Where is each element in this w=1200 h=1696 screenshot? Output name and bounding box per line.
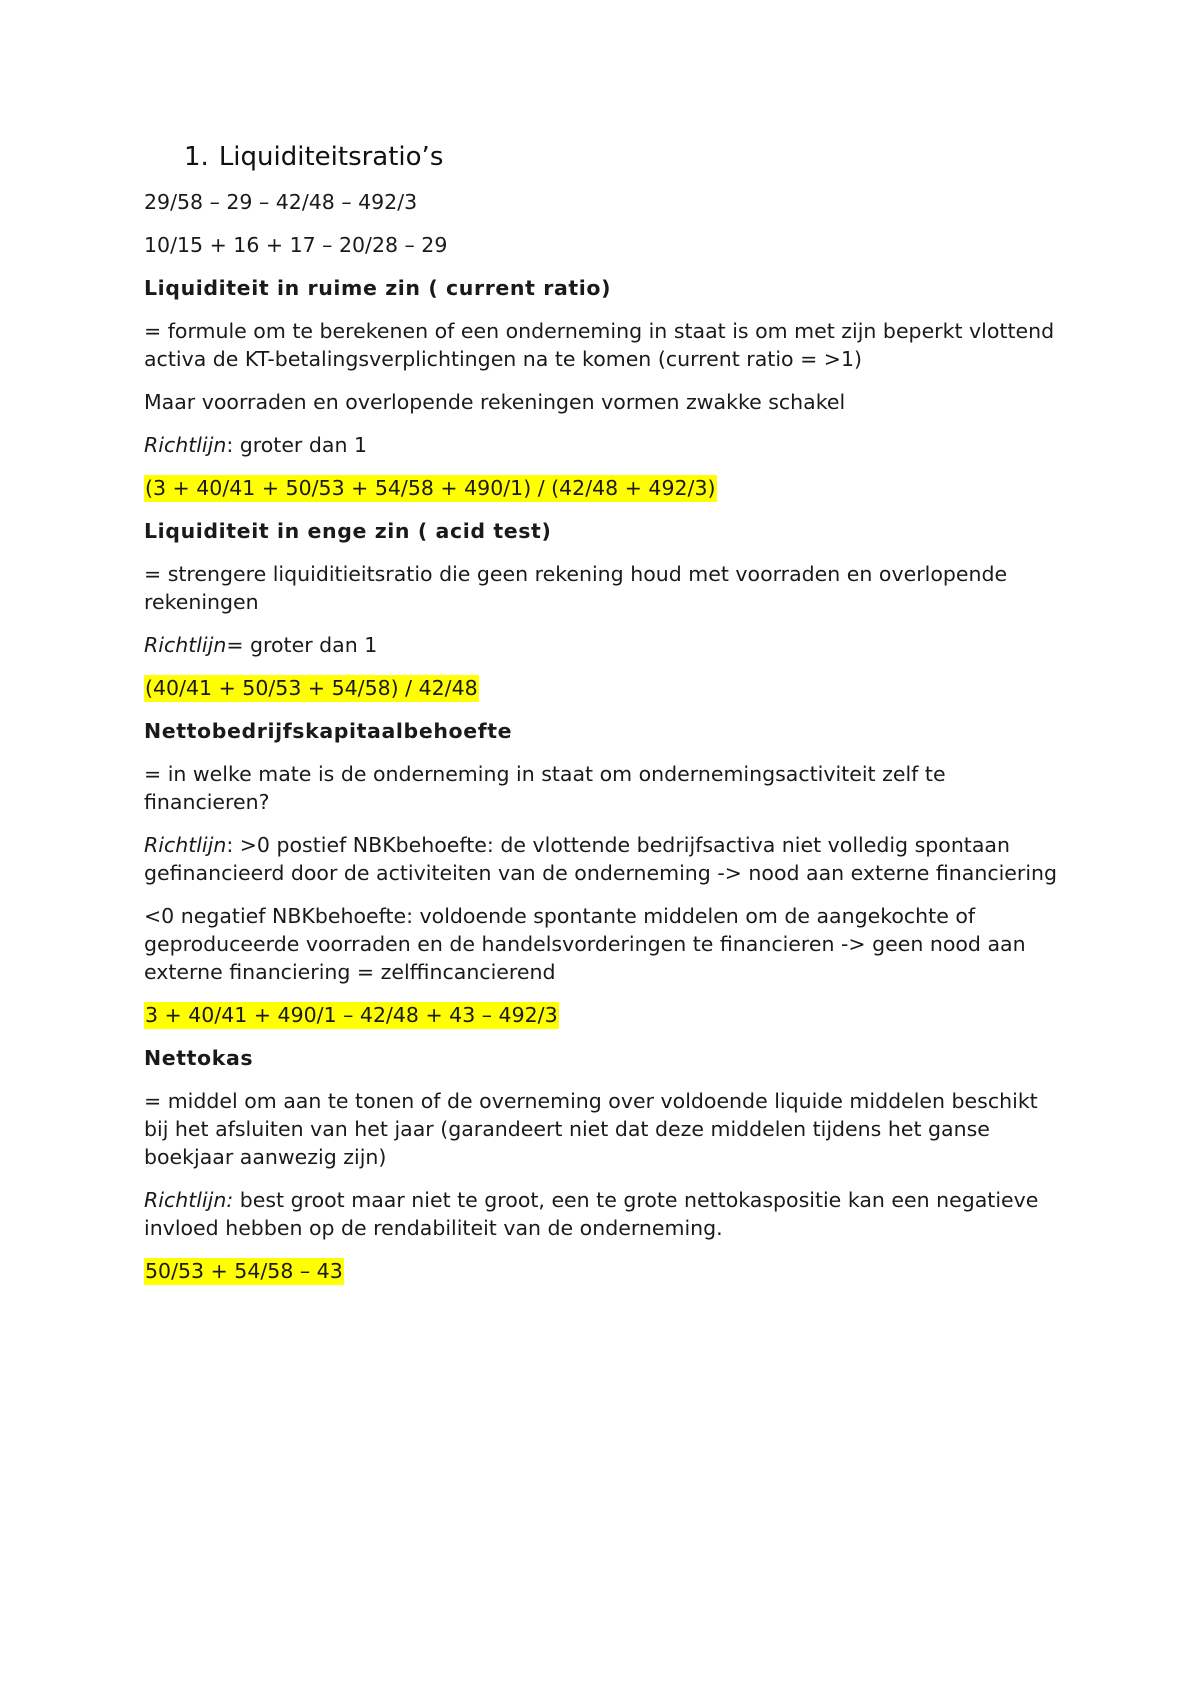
acid-test-formula-line bbox=[144, 674, 1064, 702]
nbk-formula-line bbox=[144, 1001, 1064, 1029]
nbk-title: Nettobedrijfskapitaalbehoefte bbox=[144, 719, 513, 743]
nbk-definition: = in welke mate is de onderneming in staat om ondernemingsactiviteit zelf te financieren? bbox=[144, 762, 946, 814]
acid-test-title: Liquiditeit in enge zin ( acid test) bbox=[144, 519, 552, 543]
current-ratio-definition: = formule om te berekenen of een onderneming in staat is om met zijn beperkt vlottend activa de KT-betalingsverplichtingen na te komen (current ratio = >1) bbox=[144, 319, 1055, 371]
current-ratio-title: Liquiditeit in ruime zin ( current ratio) bbox=[144, 276, 612, 300]
current-ratio-formula-line bbox=[144, 474, 1064, 502]
nettokas-guideline bbox=[144, 1186, 1064, 1242]
guideline-text: best groot maar niet te groot, een te grote nettokaspositie kan een negatieve invloed hebben op de rendabiliteit van de onderneming. bbox=[144, 1188, 1039, 1240]
acid-test-guideline bbox=[144, 631, 1064, 659]
guideline-text: = groter dan 1 bbox=[226, 633, 378, 657]
account-codes-line-1: 29/58 – 29 – 42/48 – 492/3 bbox=[144, 190, 418, 214]
account-codes-line-2: 10/15 + 16 + 17 – 20/28 – 29 bbox=[144, 233, 448, 257]
acid-test-formula: (40/41 + 50/53 + 54/58) / 42/48 bbox=[145, 676, 478, 700]
guideline-label: Richtlijn: bbox=[144, 1188, 234, 1212]
nbk-formula: 3 + 40/41 + 490/1 – 42/48 + 43 – 492/3 bbox=[145, 1003, 558, 1027]
guideline-label: Richtlijn bbox=[144, 433, 227, 457]
acid-test-definition: = strengere liquiditieitsratio die geen rekening houd met voorraden en overlopende rekeningen bbox=[144, 562, 1008, 614]
nettokas-title: Nettokas bbox=[144, 1046, 254, 1070]
nettokas-formula: 50/53 + 54/58 – 43 bbox=[145, 1259, 343, 1283]
nettokas-formula-line bbox=[144, 1257, 1064, 1285]
section-title: Liquiditeitsratio’s bbox=[218, 142, 444, 172]
section-heading bbox=[184, 140, 1064, 174]
nettokas-definition: = middel om aan te tonen of de overneming over voldoende liquide middelen beschikt bij het afsluiten van het jaar (garandeert niet dat deze middelen tijdens het ganse boekjaar aanwezig zijn) bbox=[144, 1089, 1038, 1169]
current-ratio-note: Maar voorraden en overlopende rekeningen vormen zwakke schakel bbox=[144, 390, 846, 414]
guideline-label: Richtlijn bbox=[144, 833, 227, 857]
document-content bbox=[144, 140, 1064, 1300]
current-ratio-guideline bbox=[144, 431, 1064, 459]
guideline-text: : groter dan 1 bbox=[226, 433, 368, 457]
current-ratio-formula: (3 + 40/41 + 50/53 + 54/58 + 490/1) / (42/48 + 492/3) bbox=[145, 476, 716, 500]
section-number: 1. bbox=[184, 142, 209, 172]
guideline-label: Richtlijn bbox=[144, 633, 227, 657]
guideline-text: : >0 postief NBKbehoefte: de vlottende bedrijfsactiva niet volledig spontaan gefinancieerd door de activiteiten van de onderneming -> nood aan externe financiering bbox=[144, 833, 1058, 885]
nbk-negative: <0 negatief NBKbehoefte: voldoende spontante middelen om de aangekochte of geproduceerde voorraden en de handelsvorderingen te financieren -> geen nood aan externe financiering = zelffincancierend bbox=[144, 904, 1026, 984]
nbk-guideline bbox=[144, 831, 1064, 887]
